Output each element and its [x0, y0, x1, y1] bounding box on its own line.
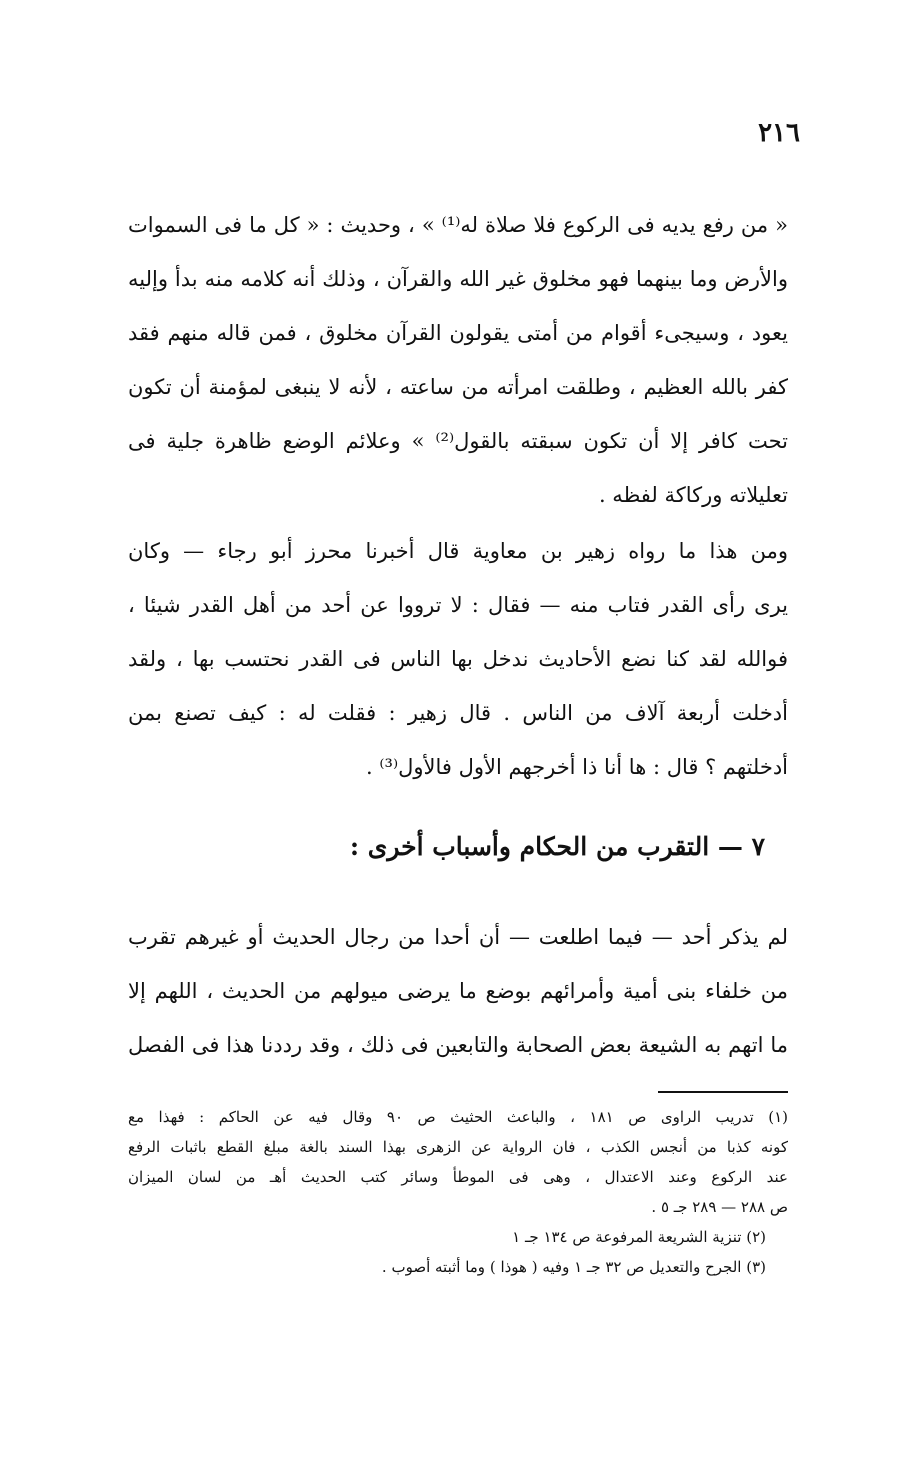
text-line: أدخلت أربعة آلاف من الناس . قال زهير : فقلت له : كيف تصنع بمن — [128, 701, 788, 725]
text-line: يعود ، وسيجىء أقوام من أمتى يقولون القرآن مخلوق ، فمن قاله منهم فقد — [128, 321, 788, 345]
footnote-1-line: ص ٢٨٨ — ٢٨٩ جـ ٥ . — [651, 1198, 788, 1216]
footnote-divider — [658, 1091, 788, 1093]
footnote-2: (٢) تنزية الشريعة المرفوعة ص ١٣٤ جـ ١ — [512, 1228, 766, 1246]
text-line: كفر بالله العظيم ، وطلقت امرأته من ساعته ، لأنه لا ينبغى لمؤمنة أن تكون — [128, 375, 788, 399]
paragraph-3 — [128, 910, 788, 1072]
text-line: لم يذكر أحد — فيما اطلعت — أن أحدا من رجال الحديث أو غيرهم تقرب — [128, 925, 788, 949]
footnote-3: (٣) الجرح والتعديل ص ٣٢ جـ ١ وفيه ( هوذا ) وما أثبته أصوب . — [381, 1258, 766, 1276]
section-heading: ٧ — التقرب من الحكام وأسباب أخرى : — [349, 832, 765, 861]
text-line: من خلفاء بنى أمية وأمرائهم بوضع ما يرضى ميولهم من الحديث ، اللهم إلا — [128, 979, 788, 1003]
footnote-1-line: (١) تدريب الراوى ص ١٨١ ، والباعث الحثيث ص ٩٠ وقال فيه عن الحاكم : فهذا مع — [128, 1108, 788, 1126]
page-number: ٢١٦ — [758, 118, 800, 148]
text-line: ومن هذا ما رواه زهير بن معاوية قال أخبرنا محرز أبو رجاء — وكان — [128, 539, 788, 563]
text-line: أدخلتهم ؟ قال : ها أنا ذا أخرجهم الأول فالأول⁽³⁾ . — [366, 755, 788, 779]
footnote-1-line: كونه كذبا من أنجس الكذب ، فان الرواية عن الزهرى بهذا السند بالغة مبلغ القطع باثبات الرفع — [128, 1138, 788, 1156]
text-line: ما اتهم به الشيعة بعض الصحابة والتابعين فى ذلك ، وقد رددنا هذا فى الفصل — [128, 1033, 788, 1057]
text-line: والأرض وما بينهما فهو مخلوق غير الله والقرآن ، وذلك أنه كلامه منه بدأ وإليه — [128, 267, 788, 291]
text-line: تعليلاته وركاكة لفظه . — [598, 483, 788, 507]
footnotes — [128, 1102, 788, 1282]
text-line: « من رفع يديه فى الركوع فلا صلاة له⁽¹⁾ » ، وحديث : « كل ما فى السموات — [128, 213, 788, 237]
paragraph-1 — [128, 198, 788, 522]
text-line: تحت كافر إلا أن تكون سبقته بالقول⁽²⁾ » وعلائم الوضع ظاهرة جلية فى — [128, 429, 788, 453]
text-line: فوالله لقد كنا نضع الأحاديث ندخل بها الناس فى القدر نحتسب بها ، ولقد — [128, 647, 788, 671]
text-line: يرى رأى القدر فتاب منه — فقال : لا ترووا عن أحد من أهل القدر شيئا ، — [128, 593, 788, 617]
paragraph-2 — [128, 524, 788, 794]
footnote-1-line: عند الركوع وعند الاعتدال ، وهى فى الموطأ وسائر كتب الحديث أهـ من لسان الميزان — [128, 1168, 788, 1186]
